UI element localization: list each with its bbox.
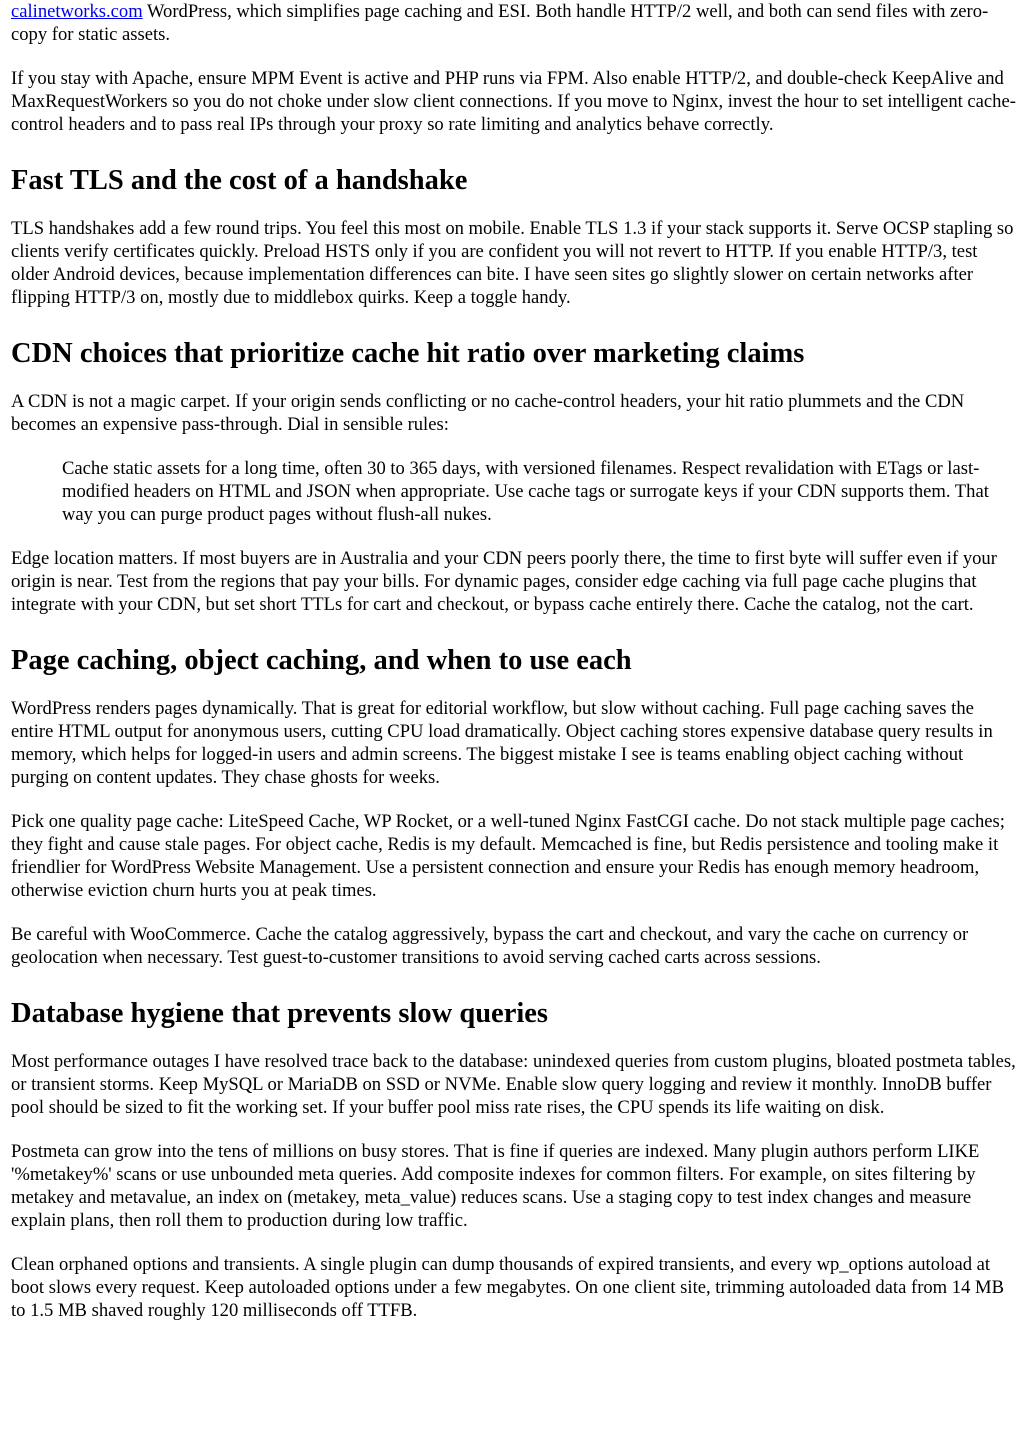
database-paragraph-2: Postmeta can grow into the tens of millions on busy stores. That is fine if queries are indexed. Many plugin authors perform LIKE '%metakey%' scans or use unbounded meta queries. Add composite indexes for common filters. For example, on sites filtering by metakey and metavalue, an index on (metakey, meta_value) reduces scans. Use a staging copy to test index changes and measure explain plans, then roll them to production during low traffic.: [11, 1141, 980, 1231]
database-paragraph-1: Most performance outages I have resolved trace back to the database: unindexed queries from custom plugins, bloated postmeta tables, or transient storms. Keep MySQL or MariaDB on SSD or NVMe. Enable slow query logging and review it monthly. InnoDB buffer pool should be sized to fit the working set. If your buffer pool miss rate rises, the CPU spends its life waiting on disk.: [11, 1051, 1016, 1118]
caching-paragraph-1: WordPress renders pages dynamically. That is great for editorial workflow, but slow without caching. Full page caching saves the entire HTML output for anonymous users, cutting CPU load dramatically. Object caching stores expensive database query results in memory, which helps for logged-in users and admin screens. The biggest mistake I see is teams enabling object caching without purging on content updates. They chase ghosts for weeks.: [11, 698, 993, 788]
apache-paragraph: If you stay with Apache, ensure MPM Event is active and PHP runs via FPM. Also enable HTTP/2, and double-check KeepAlive and MaxRequestWorkers so you do not choke under slow client connections. If you move to Nginx, invest the hour to set intelligent cache-control headers and to pass real IPs through your proxy so rate limiting and analytics behave correctly.: [11, 68, 1016, 135]
caching-heading: Page caching, object caching, and when to use each: [11, 645, 632, 676]
cdn-heading: CDN choices that prioritize cache hit ratio over marketing claims: [11, 338, 805, 369]
calinetworks-link[interactable]: calinetworks.com: [11, 1, 143, 22]
intro-paragraph: [11, 0, 1016, 46]
cdn-paragraph-2: Edge location matters. If most buyers are in Australia and your CDN peers poorly there, the time to first byte will suffer even if your origin is near. Test from the regions that pay your bills. For dynamic pages, consider edge caching via full page cache plugins that integrate with your CDN, but set short TTLs for cart and checkout, or bypass cache entirely there. Cache the catalog, not the cart.: [11, 548, 997, 615]
database-paragraph-3: Clean orphaned options and transients. A single plugin can dump thousands of expired transients, and every wp_options autoload at boot slows every request. Keep autoloaded options under a few megabytes. On one client site, trimming autoloaded data from 14 MB to 1.5 MB shaved roughly 120 milliseconds off TTFB.: [11, 1254, 1004, 1321]
caching-paragraph-3: Be careful with WooCommerce. Cache the catalog aggressively, bypass the cart and checkout, and vary the cache on currency or geolocation when necessary. Test guest-to-customer transitions to avoid serving cached carts across sessions.: [11, 924, 969, 968]
tls-heading: Fast TLS and the cost of a handshake: [11, 165, 468, 196]
database-heading: Database hygiene that prevents slow queries: [11, 998, 549, 1029]
cdn-paragraph-1: A CDN is not a magic carpet. If your origin sends conflicting or no cache-control headers, your hit ratio plummets and the CDN becomes an expensive pass-through. Dial in sensible rules:: [11, 391, 965, 435]
cdn-rules-quote: Cache static assets for a long time, often 30 to 365 days, with versioned filenames. Respect revalidation with ETags or last-modified headers on HTML and JSON when appropriate. Use cache tags or surrogate keys if your CDN supports them. That way you can purge product pages without flush-all nukes.: [62, 458, 989, 525]
caching-paragraph-2: Pick one quality page cache: LiteSpeed Cache, WP Rocket, or a well-tuned Nginx FastCGI cache. Do not stack multiple page caches; they fight and cause stale pages. For object cache, Redis is my default. Memcached is fine, but Redis persistence and tooling make it friendlier for WordPress Website Management. Use a persistent connection and ensure your Redis has enough memory headroom, otherwise eviction churn hurts you at peak times.: [11, 811, 1005, 901]
intro-text: WordPress, which simplifies page caching and ESI. Both handle HTTP/2 well, and both can send files with zero-copy for static assets.: [11, 1, 989, 45]
tls-paragraph: TLS handshakes add a few round trips. You feel this most on mobile. Enable TLS 1.3 if your stack supports it. Serve OCSP stapling so clients verify certificates quickly. Preload HSTS only if you are confident you will not revert to HTTP. If you enable HTTP/3, test older Android devices, because implementation differences can bite. I have seen sites go slightly slower on certain networks after flipping HTTP/3 on, mostly due to middlebox quirks. Keep a toggle handy.: [11, 218, 1014, 308]
